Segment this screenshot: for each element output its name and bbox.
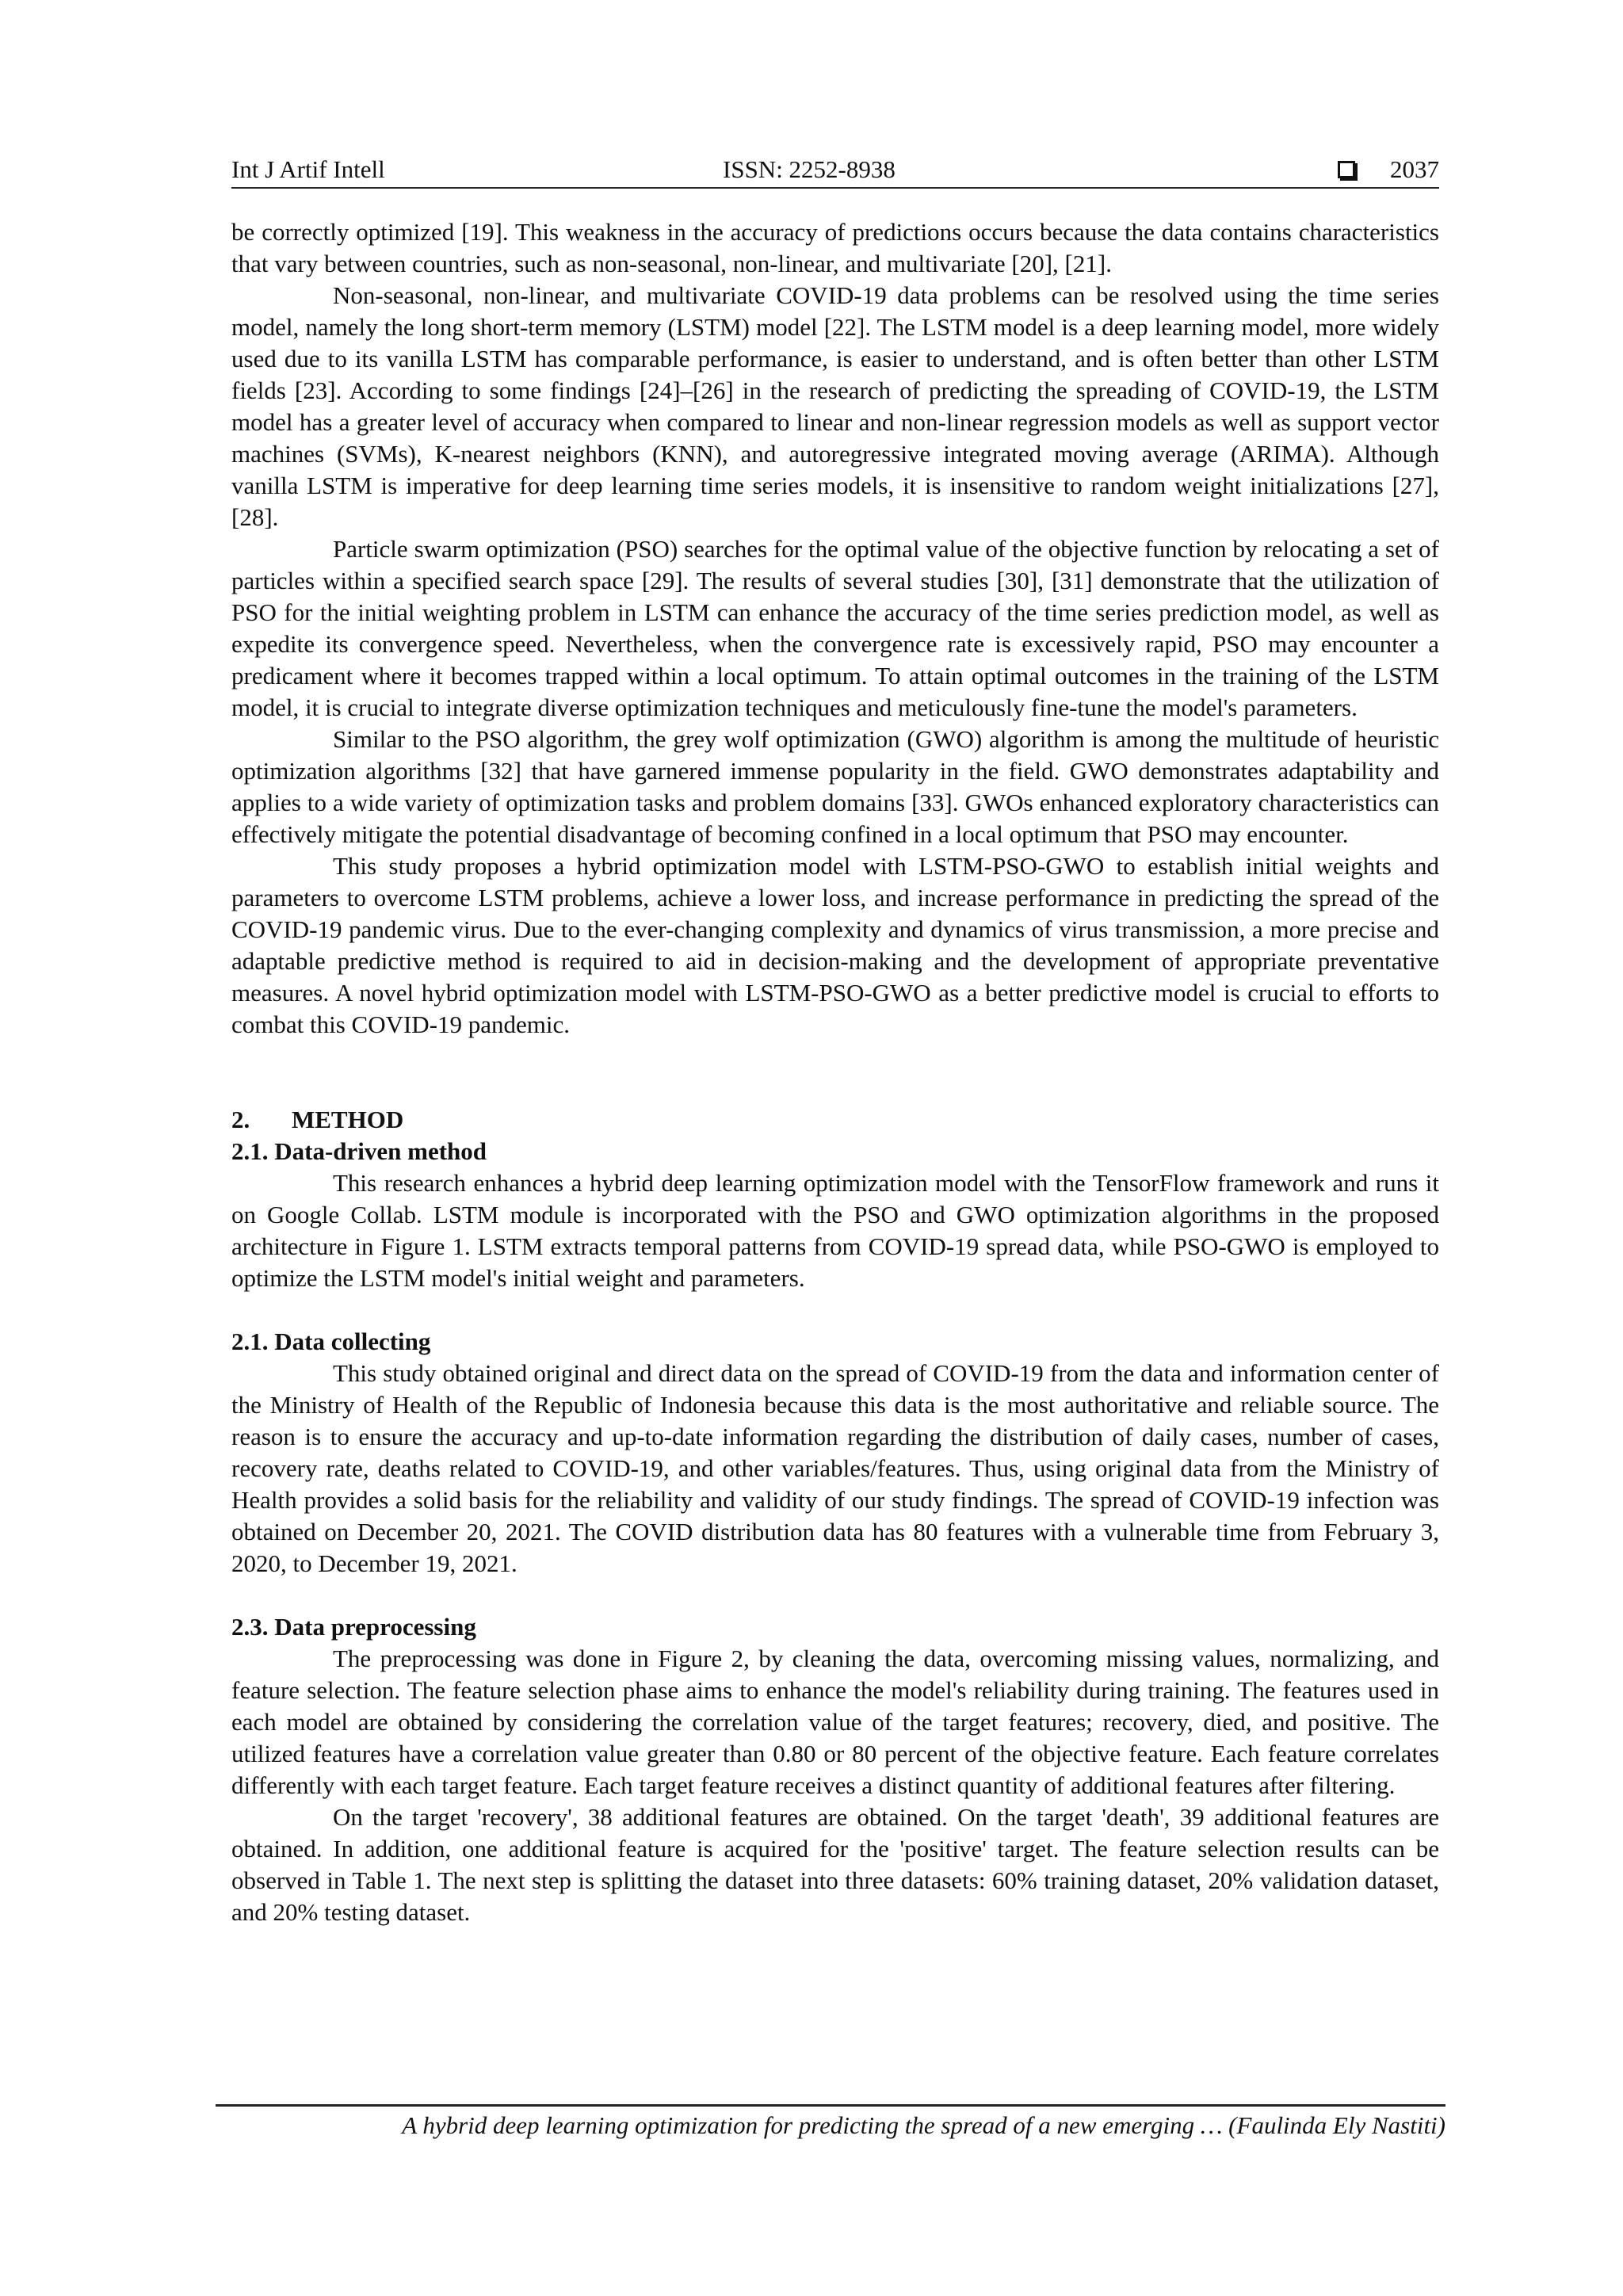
paragraph-data-collecting: This study obtained original and direct data on the spread of COVID-19 from the data and information center of the Ministry of Health of the Republic of Indonesia because this data is the most authoritative and reliable source. The reason is to ensure the accuracy and up-to-date information regarding the distribution of daily cases, number of cases, recovery rate, deaths related to COVID-19, and other variables/features. Thus, using original data from the Ministry of Health provides a solid basis for the reliability and validity of our study findings. The spread of COVID-19 infection was obtained on December 20, 2021. The COVID distribution data has 80 features with a vulnerable time from February 3, 2020, to December 19, 2021. [231, 1359, 1439, 1577]
page-number: 2037 [1390, 155, 1439, 183]
paragraph-data-driven: This research enhances a hybrid deep learning optimization model with the TensorFlow framework and runs it on Google Collab. LSTM module is incorporated with the PSO and GWO optimization algorithms in the proposed architecture in Figure 1. LSTM extracts temporal patterns from COVID-19 spread data, while PSO-GWO is employed to optimize the LSTM model's initial weight and parameters. [231, 1169, 1439, 1292]
square-bullet-icon [1338, 161, 1355, 178]
section-number: 2. [231, 1106, 250, 1133]
spacer [231, 1580, 1439, 1611]
paragraph-gwo: Similar to the PSO algorithm, the grey wolf optimization (GWO) algorithm is among the multitude of heuristic optimization algorithms [32] that have garnered immense popularity in the field. GWO demonstrates adaptability and applies to a wide variety of optimization tasks and problem domains [33]. GWOs enhanced exploratory characteristics can effectively mitigate the potential disadvantage of becoming confined in a local optimum that PSO may encounter. [231, 725, 1439, 848]
paragraph-proposal: This study proposes a hybrid optimization model with LSTM-PSO-GWO to establish initial weights and parameters to overcome LSTM problems, achieve a lower loss, and increase performance in predicting the spread of the COVID-19 pandemic virus. Due to the ever-changing complexity and dynamics of virus transmission, a more precise and adaptable predictive method is required to aid in decision-making and the development of appropriate preventative measures. A novel hybrid optimization model with LSTM-PSO-GWO as a better predictive model is crucial to efforts to combat this COVID-19 pandemic. [231, 852, 1439, 1038]
journal-name: Int J Artif Intell [231, 155, 385, 183]
spacer [231, 1294, 1439, 1326]
page-number-group [1338, 152, 1439, 187]
spacer [231, 1041, 1439, 1104]
subsection-title-preprocessing: 2.3. Data preprocessing [231, 1613, 476, 1641]
article-body [231, 216, 1439, 1928]
paragraph-preprocessing-2: On the target 'recovery', 38 additional features are obtained. On the target 'death', 39 additional features are obtained. In addition, one additional feature is acquired for the 'positive' target. The feature selection results can be observed in Table 1. The next step is splitting the dataset into three datasets: 60% training dataset, 20% validation dataset, and 20% testing dataset. [231, 1803, 1439, 1926]
paragraph-continuation: be correctly optimized [19]. This weakness in the accuracy of predictions occurs because the data contains characteristics that vary between countries, such as non-seasonal, non-linear, and multivariate [20], [21]. [231, 218, 1439, 277]
section-title-method [231, 1104, 1439, 1136]
issn: ISSN: 2252-8938 [723, 155, 896, 183]
subsection-title-data-driven: 2.1. Data-driven method [231, 1137, 487, 1165]
subsection-title-data-collecting: 2.1. Data collecting [231, 1328, 431, 1355]
paragraph-preprocessing-1: The preprocessing was done in Figure 2, by cleaning the data, overcoming missing values, normalizing, and feature selection. The feature selection phase aims to enhance the model's reliability during training. The features used in each model are obtained by considering the correlation value of the target features; recovery, died, and positive. The utilized features have a correlation value greater than 0.80 or 80 percent of the objective feature. Each feature correlates differently with each target feature. Each target feature receives a distinct quantity of additional features after filtering. [231, 1645, 1439, 1799]
paragraph-lstm: Non-seasonal, non-linear, and multivariate COVID-19 data problems can be resolved using the time series model, namely the long short-term memory (LSTM) model [22]. The LSTM model is a deep learning model, more widely used due to its vanilla LSTM has comparable performance, is easier to understand, and is often better than other LSTM fields [23]. According to some findings [24]–[26] in the research of predicting the spreading of COVID-19, the LSTM model has a greater level of accuracy when compared to linear and non-linear regression models as well as support vector machines (SVMs), K-nearest neighbors (KNN), and autoregressive integrated moving average (ARIMA). Although vanilla LSTM is imperative for deep learning time series models, it is insensitive to random weight initializations [27], [28]. [231, 281, 1439, 531]
page-footer [216, 2104, 1445, 2143]
paragraph-pso: Particle swarm optimization (PSO) searches for the optimal value of the objective function by relocating a set of particles within a specified search space [29]. The results of several studies [30], [31] demonstrate that the utilization of PSO for the initial weighting problem in LSTM can enhance the accuracy of the time series prediction model, as well as expedite its convergence speed. Nevertheless, when the convergence rate is excessively rapid, PSO may encounter a predicament where it becomes trapped within a local optimum. To attain optimal outcomes in the training of the LSTM model, it is crucial to integrate diverse optimization techniques and meticulously fine-tune the model's parameters. [231, 535, 1439, 721]
page-header [231, 152, 1439, 189]
section-heading: METHOD [292, 1106, 404, 1133]
running-footer-title: A hybrid deep learning optimization for predicting the spread of a new emerging … (Faulinda Ely Nastiti) [402, 2111, 1445, 2139]
